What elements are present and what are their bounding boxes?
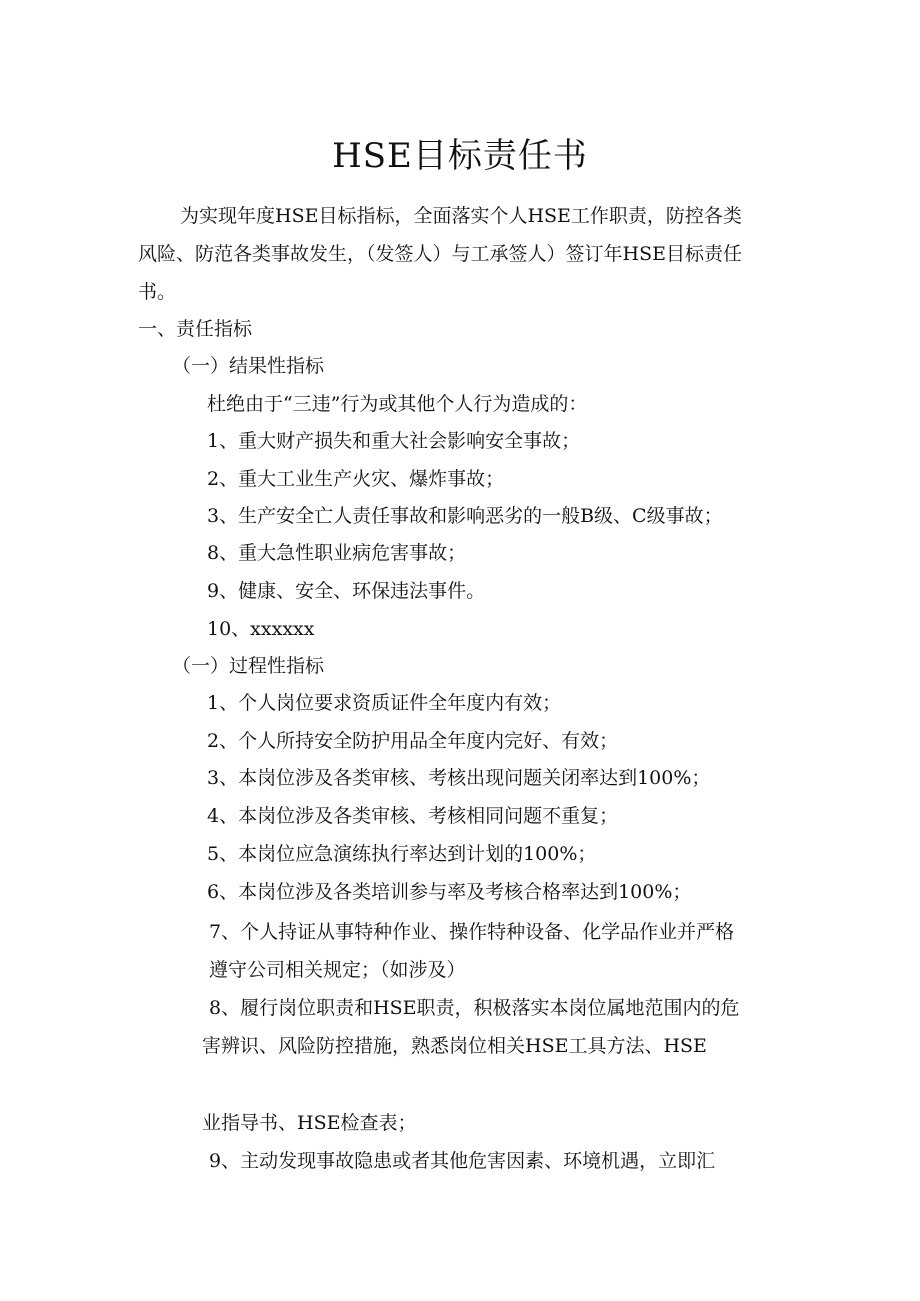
process-item: 9、主动发现事故隐患或者其他危害因素、环境机遇，立即汇	[209, 1150, 716, 1172]
document-title: HSE目标责任书	[332, 136, 588, 176]
process-item: 5、本岗位应急演练执行率达到计划的100%；	[207, 843, 597, 865]
process-item: 7、个人持证从事特种作业、操作特种设备、化学品作业并严格	[209, 921, 735, 943]
result-item: 2、重大工业生产火灾、爆炸事故；	[207, 468, 505, 490]
result-lead: 杜绝由于“三违”行为或其他个人行为造成的：	[207, 393, 588, 415]
process-item-continuation: 业指导书、HSE检查表；	[202, 1112, 417, 1134]
result-item: 1、重大财产损失和重大社会影响安全事故；	[207, 430, 581, 452]
section-heading: 一、责任指标	[138, 318, 253, 340]
result-heading: （一）结果性指标	[172, 355, 325, 377]
process-item-continuation: 害辨识、风险防控措施，熟悉岗位相关HSE工具方法、HSE	[202, 1035, 707, 1057]
process-item: 1、个人岗位要求资质证件全年度内有效；	[207, 692, 562, 714]
process-item: 8、履行岗位职责和HSE职责，积极落实本岗位属地范围内的危	[209, 997, 740, 1019]
process-item: 4、本岗位涉及各类审核、考核相同问题不重复；	[207, 805, 619, 827]
process-item: 2、个人所持安全防护用品全年度内完好、有效；	[207, 730, 619, 752]
intro-line-2: 风险、防范各类事故发生，（发签人）与工承签人）签订年HSE目标责任	[138, 243, 742, 265]
process-item-continuation: 遵守公司相关规定；（如涉及）	[209, 959, 466, 981]
process-item: 6、本岗位涉及各类培训参与率及考核合格率达到100%；	[207, 881, 692, 903]
process-item: 3、本岗位涉及各类审核、考核出现问题关闭率达到100%；	[207, 767, 711, 789]
intro-line-1: 为实现年度HSE目标指标，全面落实个人HSE工作职责，防控各类	[180, 205, 742, 227]
result-item: 3、生产安全亡人责任事故和影响恶劣的一般B级、C级事故；	[207, 505, 723, 527]
result-item: 10、xxxxxx	[207, 618, 315, 640]
result-item: 9、健康、安全、环保违法事件。	[207, 580, 486, 602]
result-item: 8、重大急性职业病危害事故；	[207, 542, 467, 564]
intro-line-3: 书。	[138, 281, 177, 303]
process-heading: （一）过程性指标	[172, 655, 325, 677]
